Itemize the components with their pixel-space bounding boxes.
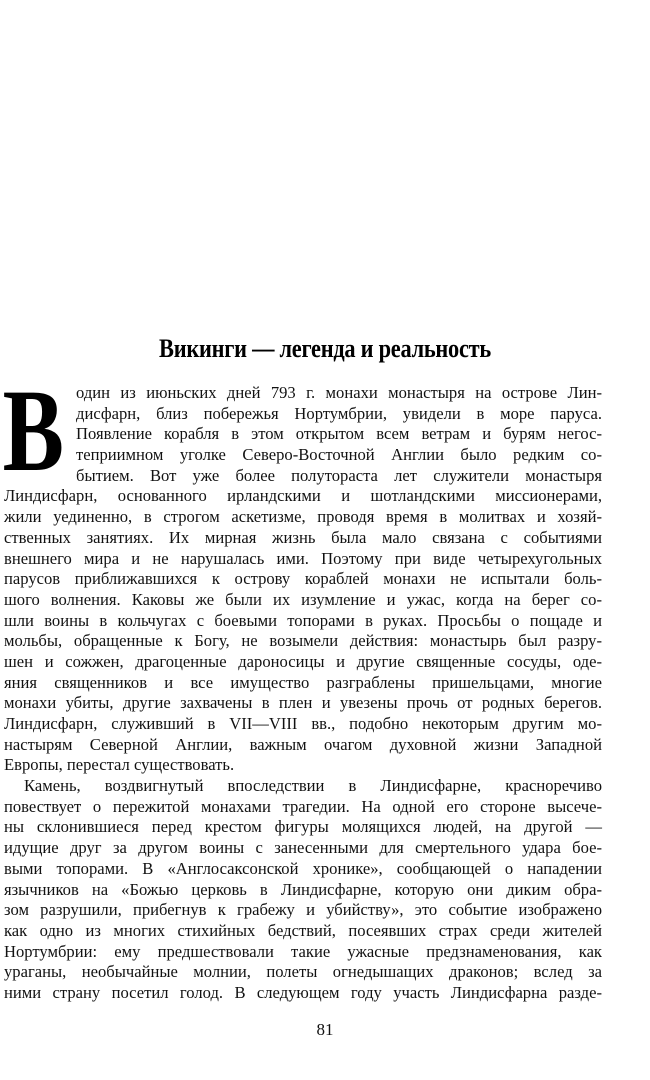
text-line: монахи убиты, другие захвачены в плен и увезены прочь от родных берегов.: [4, 693, 602, 713]
text-line: жили уединенно, в строгом аскетизме, проводя время в молитвах и хозяй-: [4, 507, 602, 527]
text-line: ственных занятиях. Их мирная жизнь была мало связана с событиями: [4, 527, 602, 547]
text-line: выми топорами. В «Англосаксонской хронике», сообщающей о нападении: [4, 858, 602, 878]
text-line: Линдисфарн, служивший в VII—VIII вв., подобно некоторым другим мо-: [4, 714, 602, 733]
paragraph-1: [4, 383, 602, 776]
text-line: внешнего мира и не нарушалась ими. Поэтому при виде четырехугольных: [4, 548, 602, 568]
body-text: [4, 383, 602, 1004]
paragraph-2: [4, 776, 602, 1004]
text-line: парусов приближавшихся к острову кораблей монахи не испытали боль-: [4, 569, 602, 589]
text-line: один из июньских дней 793 г. монахи монастыря на острове Лин-: [76, 383, 602, 402]
text-line: как одно из многих стихийных бедствий, посеявших страх среди жителей: [4, 920, 602, 940]
text-line: яния священников и все имущество разграблены пришельцами, многие: [4, 672, 602, 692]
chapter-title: Викинги — легенда и реальность: [159, 334, 491, 363]
text-line: шого волнения. Каковы же были их изумление и ужас, когда на берег со-: [4, 589, 602, 609]
text-line: мольбы, обращенные к Богу, не возымели действия: монастырь был разру-: [4, 631, 602, 651]
text-line: ны склонившиеся перед крестом фигуры молящихся людей, на другой —: [4, 817, 602, 837]
text-line: дисфарн, близ побережья Нортумбрии, увидели в море паруса.: [76, 403, 602, 423]
text-line: ними страну посетил голод. В следующем году участь Линдисфарна разде-: [4, 982, 602, 1002]
text-line: язычников на «Божью церковь в Линдисфарне, которую они диким обра-: [4, 879, 602, 899]
text-line: Европы, перестал существовать.: [4, 755, 235, 775]
text-line: настырям Северной Англии, важным очагом духовной жизни Западной: [4, 734, 602, 754]
text-line: шен и сожжен, драгоценные дароносицы и другие священные сосуды, оде-: [4, 651, 602, 671]
text-line: идущие друг за другом воины с занесенными для смертельного удара бое-: [4, 838, 602, 858]
text-line: ураганы, необычайные молнии, полеты огнедышащих драконов; вслед за: [4, 962, 602, 982]
page-number: 81: [316, 1020, 334, 1039]
text-line: бытием. Вот уже более полутораста лет служители монастыря: [76, 465, 602, 485]
text-line: Нортумбрии: ему предшествовали такие ужасные предзнаменования, как: [4, 941, 602, 961]
text-line: повествует о пережитой монахами трагедии. На одной его стороне высече-: [4, 796, 602, 816]
text-line: Линдисфарн, основанного ирландскими и шотландскими миссионерами,: [4, 486, 602, 506]
text-line: Камень, воздвигнутый впоследствии в Линдисфарне, красноречиво: [24, 776, 602, 796]
text-line: зом разрушили, прибегнув к грабежу и убийству», это событие изображено: [4, 900, 602, 920]
drop-cap: В: [2, 365, 64, 496]
text-line: шли воины в кольчугах с боевыми топорами в руках. Просьбы о пощаде и: [4, 610, 602, 630]
text-line: теприимном уголке Северо-Восточной Англии было редким со-: [76, 445, 602, 465]
text-line: Появление корабля в этом открытом всем ветрам и бурям негос-: [76, 424, 602, 444]
